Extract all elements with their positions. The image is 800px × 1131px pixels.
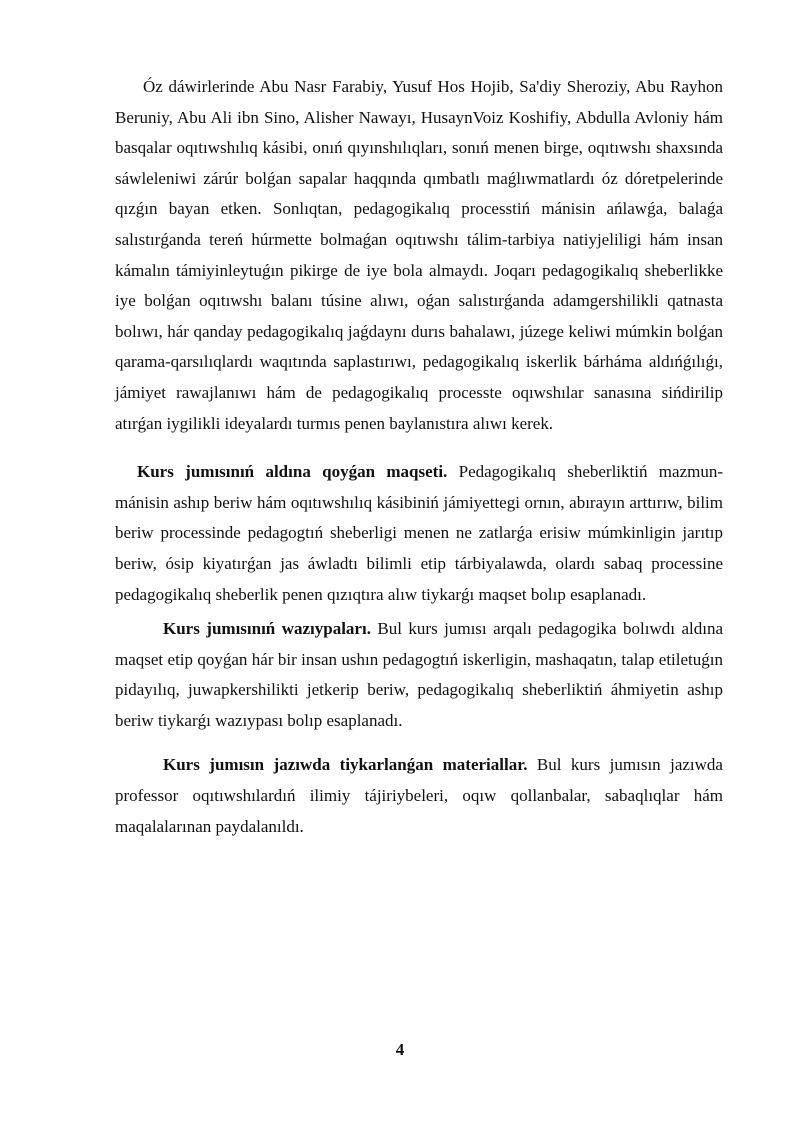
paragraph-course-tasks xyxy=(115,614,723,736)
paragraph-course-materials-heading: Kurs jumısın jazıwda tiykarlanǵan materiallar. xyxy=(163,755,528,775)
paragraph-intro-text: Óz dáwirlerinde Abu Nasr Farabiy, Yusuf Hos Hojib, Sa'diy Sheroziy, Abu Rayhon Beruniy, Abu Ali ibn Sino, Alisher Nawayı, HusaynVoiz Koshifiy, Abdulla Avloniy hám basqalar oqıtıwshılıq kásibi, onıń qıyınshılıqları, sonıń menen birge, oqıtıwshı shaxsında sáwleleniwi zárúr bolǵan sapalar haqqında qımbatlı maǵlıwmatlardı óz dóretpelerinde qızǵın bayan etken. Sonlıqtan, pedagogikalıq processtiń mánisin ańlawǵa, balaǵa salıstırǵanda tereń húrmette bolmaǵan oqıtıwshı tálim-tarbiya natiyjeliligi hám insan kámalın támiyinleytuǵın pikirge de iye bola almaydı. Joqarı pedagogikalıq sheberlikke iye bolǵan oqıtıwshı balanı túsine alıwı, oǵan salıstırǵanda adamgershilikli qatnasta bolıwı, hár qanday pedagogikalıq jaǵdaynı durıs bahalawı, júzege keliwi múmkin bolǵan qarama-qarsılıqlardı waqıtında saplastırıwı, pedagogikalıq iskerlik bárháma aldıńǵılıǵı, jámiyet rawajlanıwı hám de pedagogikalıq processte oqıwshılar sanasına sińdirilip atırǵan iygilikli ideyalardı turmıs penen baylanıstıra alıwı kerek. xyxy=(115,77,723,433)
paragraph-course-materials-text: Bul kurs jumısın jazıwda professor oqıtıwshılardıń ilimiy tájiriybeleri, oqıw qollanbalar, sabaqlıqlar hám maqalalarınan paydalanıldı. xyxy=(115,755,723,836)
document-page xyxy=(115,72,723,842)
paragraph-course-tasks-heading: Kurs jumısınıń wazıypaları. xyxy=(163,619,371,639)
paragraph-intro xyxy=(115,72,723,439)
paragraph-course-tasks-text: Bul kurs jumısı arqalı pedagogika bolıwdı aldına maqset etip qoyǵan hár bir insan ushın pedagogtıń iskerligin, mashaqatın, talap etiletuǵın pidayılıq, juwapkershilikti jetkerip beriw, pedagogikalıq sheberliktiń áhmiyetin ashıp beriw tiykarǵı wazıypası bolıp esaplanadı. xyxy=(115,619,723,730)
paragraph-course-materials xyxy=(115,750,723,842)
page-number: 4 xyxy=(395,1040,405,1059)
paragraph-course-goal-text: Pedagogikalıq sheberliktiń mazmun-mánisin ashıp beriw hám oqıtıwshılıq kásibiniń jámiyettegi ornın, abırayın arttırıw, bilim beriw processinde pedagogtıń sheberligi menen ne zatlarǵa erisiw múmkinligin jarıtıp beriw, ósip kiyatırǵan jas áwladtı bilimli etip tárbiyalawda, olardı sabaq processine pedagogikalıq sheberlik penen qızıqtıra alıw tiykarǵı maqset bolıp esaplanadı. xyxy=(115,462,723,604)
paragraph-course-goal xyxy=(115,457,723,610)
paragraph-course-goal-heading: Kurs jumısınıń aldına qoyǵan maqseti. xyxy=(137,462,448,482)
